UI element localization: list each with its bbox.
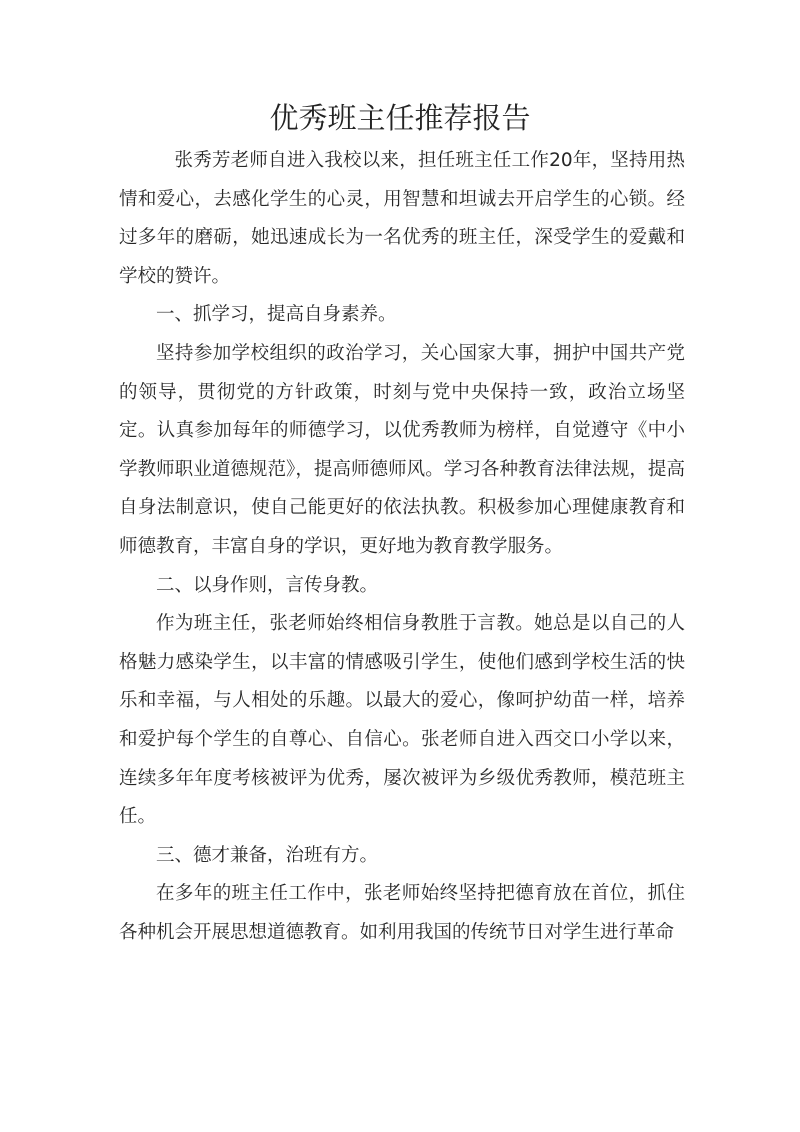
paragraph-section-3: 在多年的班主任工作中，张老师始终坚持把德育放在首位，抓住各种机会开展思想道德教育。如利用我国的传统节日对学生进行革命 <box>119 883 685 943</box>
section-heading-3: 三、德才兼备，治班有方。 <box>156 844 379 866</box>
document-title: 优秀班主任推荐报告 <box>269 101 531 135</box>
document-body <box>119 142 685 952</box>
paragraph-section-2: 作为班主任，张老师始终相信身教胜于言教。她总是以自己的人格魅力感染学生，以丰富的情感吸引学生，使他们感到学校生活的快乐和幸福，与人相处的乐趣。以最大的爱心，像呵护幼苗一样，培养和爱护每个学生的自尊心、自信心。张老师自进入西交口小学以来，连续多年年度考核被评为优秀，屡次被评为乡级优秀教师，模范班主任。 <box>119 613 685 828</box>
paragraph-section-1: 坚持参加学校组织的政治学习，关心国家大事，拥护中国共产党的领导，贯彻党的方针政策，时刻与党中央保持一致，政治立场坚定。认真参加每年的师德学习，以优秀教师为榜样，自觉遵守《中小学教师职业道德规范》，提高师德师风。学习各种教育法律法规，提高自身法制意识，使自己能更好的依法执教。积极参加心理健康教育和师德教育，丰富自身的学识，更好地为教育教学服务。 <box>119 342 685 557</box>
section-heading-1: 一、抓学习，提高自身素养。 <box>156 304 397 326</box>
section-heading-2: 二、以身作则，言传身教。 <box>156 574 379 596</box>
paragraph-intro: 张秀芳老师自进入我校以来，担任班主任工作20年，坚持用热情和爱心，去感化学生的心灵，用智慧和坦诚去开启学生的心锁。经过多年的磨砺，她迅速成长为一名优秀的班主任，深受学生的爱戴和学校的赞许。 <box>119 150 685 287</box>
